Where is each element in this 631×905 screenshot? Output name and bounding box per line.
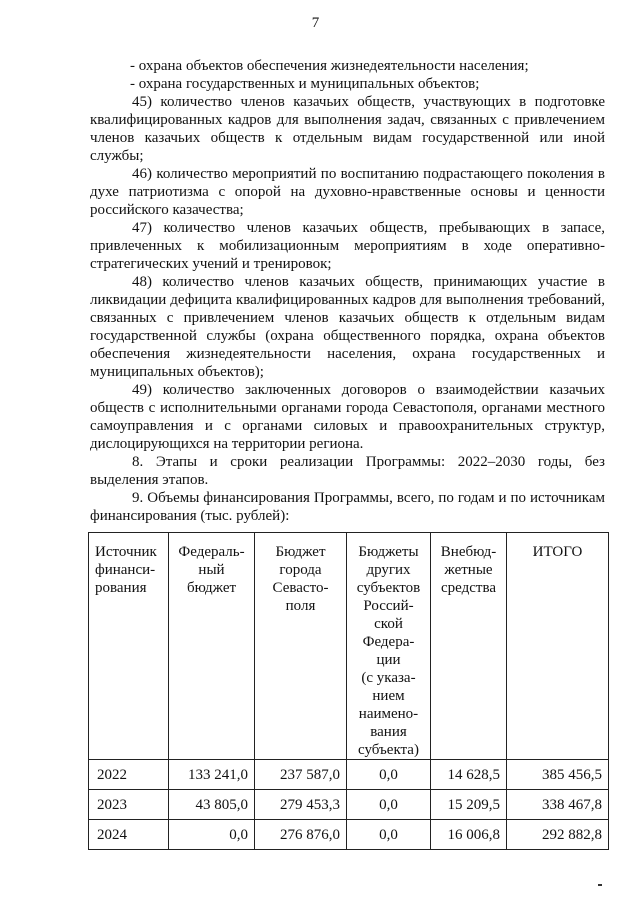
- page-edge-mark: [598, 884, 602, 886]
- table-header-cell: ИТОГО: [507, 533, 609, 760]
- table-cell-year: 2023: [89, 790, 169, 820]
- table-cell: 14 628,5: [431, 760, 507, 790]
- table-cell: 16 006,8: [431, 820, 507, 850]
- table-cell: 0,0: [347, 790, 431, 820]
- table-cell: 15 209,5: [431, 790, 507, 820]
- paragraph-item-47: 47) количество членов казачьих обществ, пребывающих в запасе, привлеченных к мобилизационным мероприятиям в ходе оперативно-стратегических учений и тренировок;: [90, 220, 605, 272]
- paragraph-item-45: 45) количество членов казачьих обществ, участвующих в подготовке квалифицированных кадров для выполнения задач, связанных с привлечением членов казачьих обществ к отдельным видам государственной или иной службы;: [90, 94, 605, 164]
- table-cell-year: 2022: [89, 760, 169, 790]
- table-header-cell: Внебюд- жетные средства: [431, 533, 507, 760]
- paragraph-section-9: 9. Объемы финансирования Программы, всего, по годам и по источникам финансирования (тыс. рублей):: [90, 490, 605, 524]
- paragraph-item-48: 48) количество членов казачьих обществ, принимающих участие в ликвидации дефицита квалифицированных кадров для выполнения требований, связанных с привлечением членов казачьих обществ к отдельным видам государственной службы (охрана общественного порядка, охрана объектов обеспечения жизнедеятельности населения, охрана государственных и муниципальных объектов);: [90, 274, 605, 380]
- table-header-cell: Источник финанси- рования: [89, 533, 169, 760]
- table-cell: 237 587,0: [255, 760, 347, 790]
- table-header-cell: Бюджет города Севасто- поля: [255, 533, 347, 760]
- table-cell: 0,0: [347, 820, 431, 850]
- table-cell: 0,0: [347, 760, 431, 790]
- table-cell-year: 2024: [89, 820, 169, 850]
- table-row: [89, 820, 609, 850]
- paragraph-bullet-1: - охрана объектов обеспечения жизнедеятельности населения;: [130, 58, 529, 74]
- table-header-cell: Федераль- ный бюджет: [169, 533, 255, 760]
- table-cell: 133 241,0: [169, 760, 255, 790]
- paragraph-item-49: 49) количество заключенных договоров о взаимодействии казачьих обществ с исполнительными органами города Севастополя, органами местного самоуправления и с органами силовых и правоохранительных структур, дислоцирующихся на территории региона.: [90, 382, 605, 452]
- paragraph-section-8: 8. Этапы и сроки реализации Программы: 2022–2030 годы, без выделения этапов.: [90, 454, 605, 488]
- table-cell: 385 456,5: [507, 760, 609, 790]
- paragraph-item-46: 46) количество мероприятий по воспитанию подрастающего поколения в духе патриотизма с опорой на духовно-нравственные основы и ценности российского казачества;: [90, 166, 605, 218]
- table-cell: 292 882,8: [507, 820, 609, 850]
- table-header-cell: Бюджеты других субъектов Россий- ской Федера- ции (с указа- нием наимено- вания субъекта): [347, 533, 431, 760]
- table-cell: 276 876,0: [255, 820, 347, 850]
- financing-table: [88, 532, 609, 850]
- table-row: [89, 790, 609, 820]
- table-header-row: [89, 533, 609, 760]
- table-cell: 279 453,3: [255, 790, 347, 820]
- document-body: [90, 57, 605, 525]
- table-cell: 338 467,8: [507, 790, 609, 820]
- table-cell: 0,0: [169, 820, 255, 850]
- table-row: [89, 760, 609, 790]
- table-cell: 43 805,0: [169, 790, 255, 820]
- paragraph-bullet-2: - охрана государственных и муниципальных объектов;: [130, 76, 480, 92]
- page-number: 7: [311, 15, 320, 31]
